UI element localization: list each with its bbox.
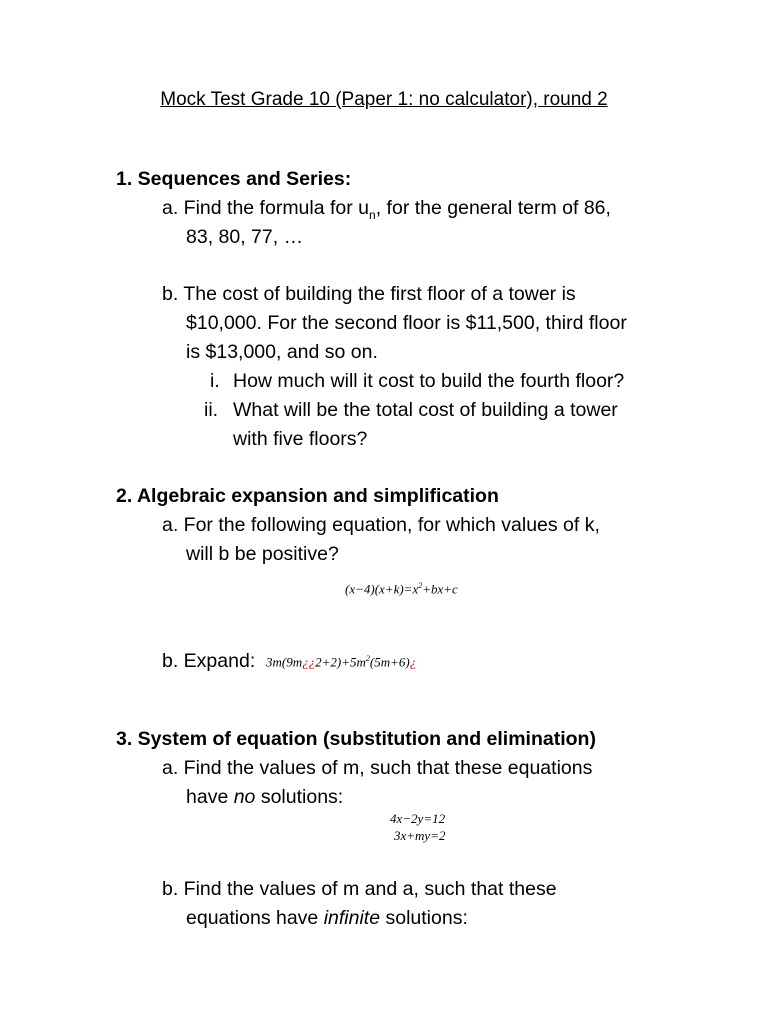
q3-equation-1: 4x−2y=12 bbox=[390, 811, 446, 826]
q1-a-text-post: , for the general term of 86, bbox=[375, 197, 611, 219]
q2-eq-right: +bx+c bbox=[422, 581, 458, 597]
q1-part-b-line2: $10,000. For the second floor is $11,500, third floor bbox=[186, 312, 627, 334]
q1-b-ii-text1: What will be the total cost of building a tower bbox=[233, 399, 618, 421]
q1-part-b-line1: b. The cost of building the first floor of a tower is bbox=[162, 283, 576, 305]
q1-a-text-pre: a. Find the formula for u bbox=[162, 197, 370, 219]
q1-heading: 1. Sequences and Series: bbox=[116, 168, 352, 190]
q1-part-b-line3: is $13,000, and so on. bbox=[186, 341, 378, 363]
q2-part-b-label: b. Expand: bbox=[162, 650, 256, 672]
q2-part-a-line2: will b be positive? bbox=[186, 543, 339, 565]
q2-expand-part2: 2+2)+5m bbox=[315, 654, 366, 670]
q3-a-line2-emphasis: no bbox=[233, 786, 256, 808]
q2-eq-sup: 2 bbox=[418, 581, 423, 590]
q3-part-a-line1: a. Find the values of m, such that these equations bbox=[162, 757, 593, 779]
q1-b-ii-text2: with five floors? bbox=[233, 428, 368, 450]
q3-a-line2-post: solutions: bbox=[255, 786, 344, 808]
q1-b-ii-number: ii. bbox=[204, 399, 219, 421]
q1-a-line2: 83, 80, 77, … bbox=[186, 226, 304, 248]
q1-part-a bbox=[162, 196, 611, 227]
q2-expand-part3: (5m+6) bbox=[369, 654, 410, 670]
q1-b-i-number: i. bbox=[210, 370, 220, 392]
q2-expand-part1: 3m(9m bbox=[266, 654, 303, 670]
q2-equation bbox=[345, 581, 458, 597]
q2-heading: 2. Algebraic expansion and simplification bbox=[116, 485, 499, 507]
q3-equation-2: 3x+my=2 bbox=[394, 828, 446, 843]
q2-expand-red2: ¿ bbox=[409, 654, 417, 670]
page-title: Mock Test Grade 10 (Paper 1: no calculator), round 2 bbox=[160, 89, 608, 110]
q1-b-i-text: How much will it cost to build the fourth floor? bbox=[233, 370, 625, 392]
q2-expand-sup: 2 bbox=[365, 654, 370, 663]
q3-part-a-line2 bbox=[186, 785, 343, 809]
q3-b-line2-emphasis: infinite bbox=[323, 907, 381, 929]
q2-expand-red1: ¿¿ bbox=[302, 654, 316, 670]
q2-part-a-line1: a. For the following equation, for which values of k, bbox=[162, 514, 600, 536]
q3-b-line2-pre: equations have bbox=[186, 907, 324, 929]
q2-expand-expression bbox=[266, 654, 416, 670]
q3-b-line2-post: solutions: bbox=[380, 907, 468, 929]
q3-part-b-line1: b. Find the values of m and a, such that these bbox=[162, 878, 557, 900]
q2-eq-left: (x−4)(x+k)=x bbox=[345, 581, 419, 597]
q3-part-b-line2 bbox=[186, 906, 468, 930]
q1-a-subscript: n bbox=[369, 207, 376, 222]
q3-heading: 3. System of equation (substitution and elimination) bbox=[116, 728, 596, 750]
q3-a-line2-pre: have bbox=[186, 786, 234, 808]
